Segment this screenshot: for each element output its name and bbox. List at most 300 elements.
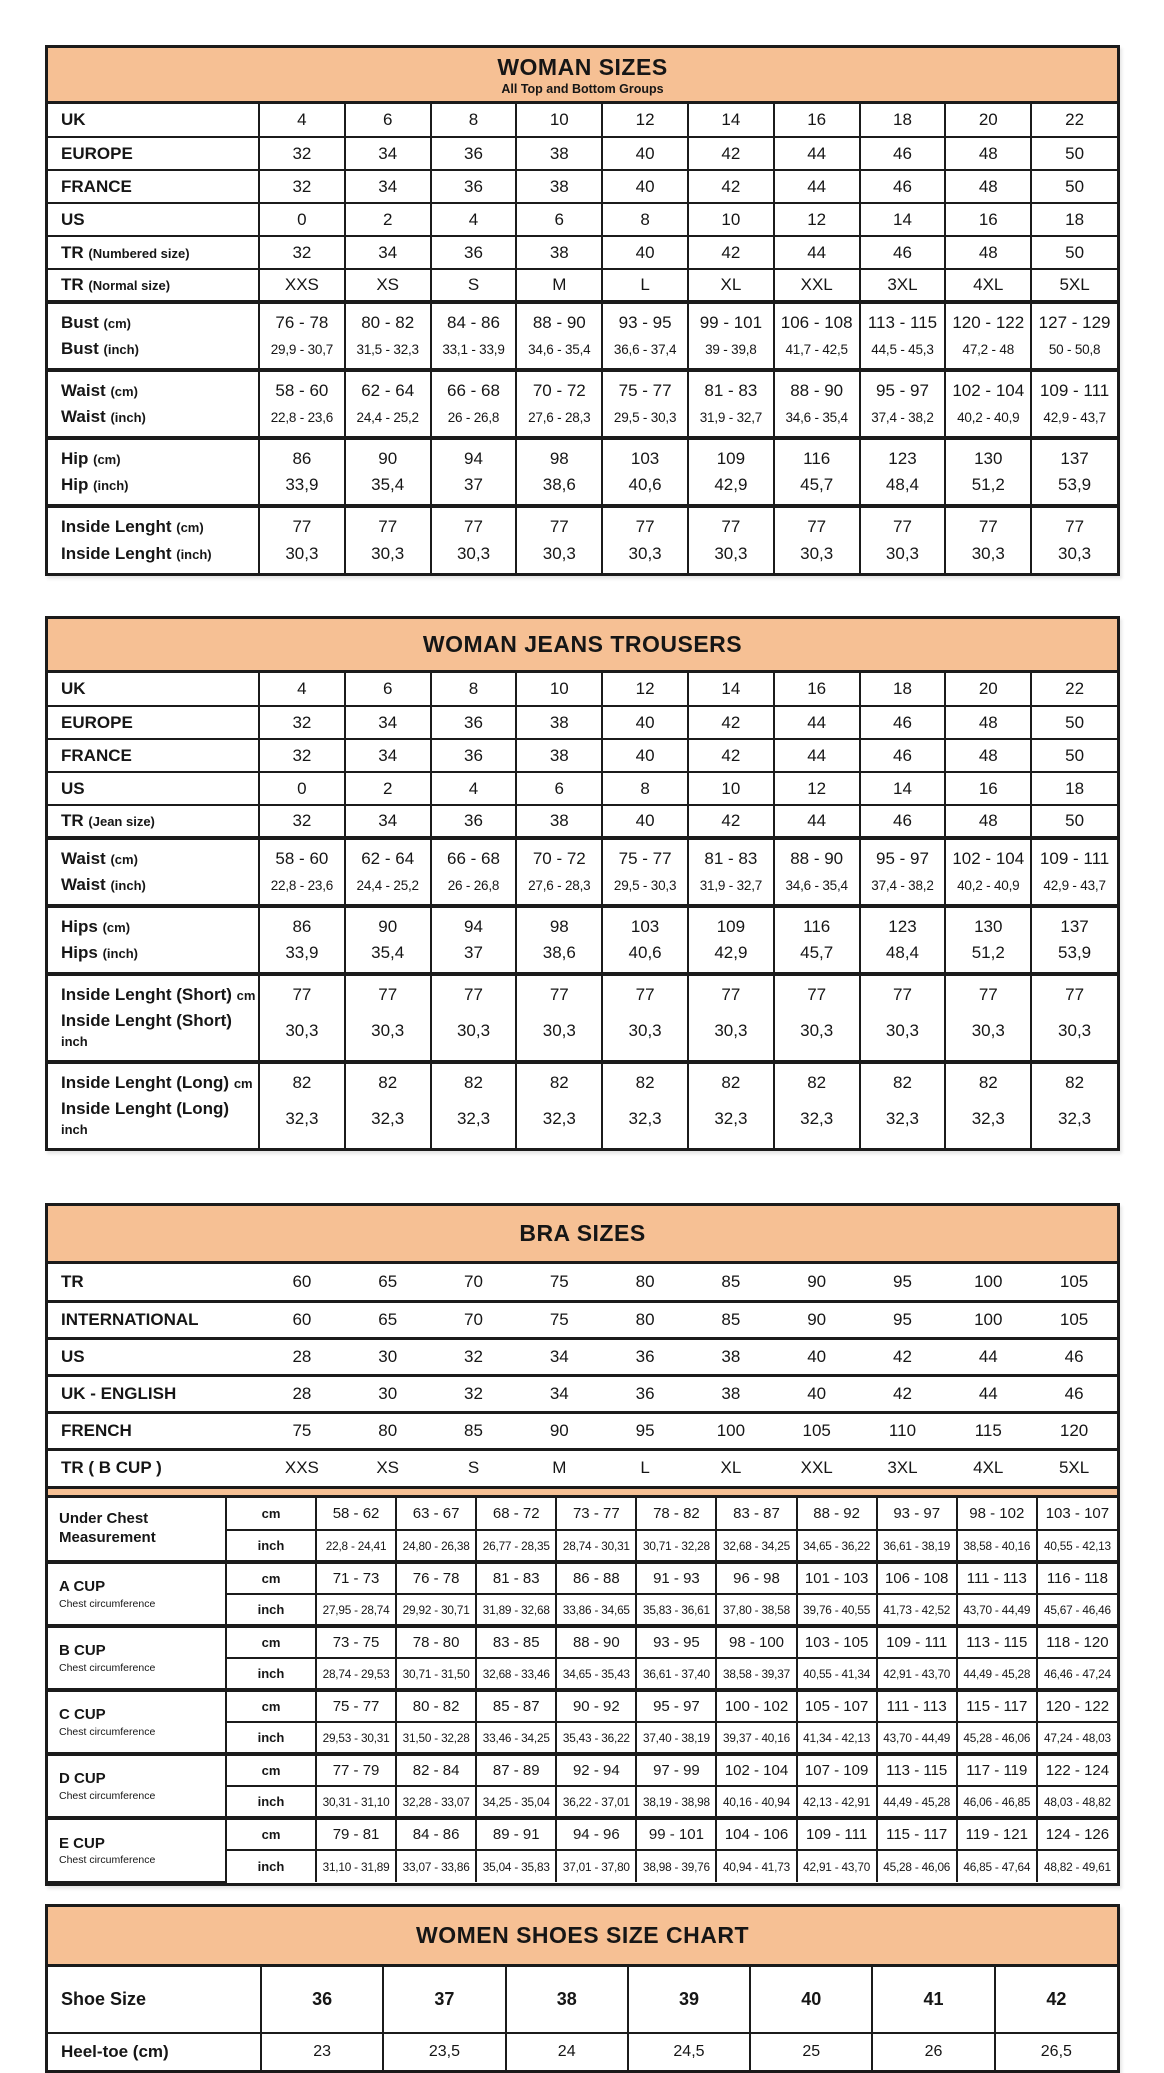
measurement-value-cell: 24,80 - 26,38 xyxy=(396,1530,476,1562)
size-value-cell: 30,3 xyxy=(945,540,1031,573)
unit-label: cm xyxy=(226,1498,316,1530)
size-value-cell: 5XL xyxy=(1031,269,1117,302)
size-value-cell: 40,6 xyxy=(602,472,688,506)
size-value-cell: 4 xyxy=(431,772,517,805)
size-value-cell: 0 xyxy=(259,772,345,805)
size-value-cell: 40 xyxy=(602,805,688,838)
size-value-cell: 109 - 111 xyxy=(1031,838,1117,872)
measurement-value-cell: 27,95 - 28,74 xyxy=(316,1594,396,1626)
size-value-cell: 105 xyxy=(774,1412,860,1449)
row-label-note: cm xyxy=(233,1076,253,1091)
size-value-cell: 40 xyxy=(602,706,688,739)
measurement-value-cell: 47,24 - 48,03 xyxy=(1037,1722,1117,1754)
size-value-cell: 77 xyxy=(259,974,345,1008)
measurement-value-cell: 98 - 100 xyxy=(716,1626,796,1658)
measurement-value-cell: 104 - 106 xyxy=(716,1818,796,1850)
row-label-note: (cm) xyxy=(176,520,204,535)
bra-sizes-header xyxy=(48,1206,1117,1264)
table-row xyxy=(48,336,1117,370)
size-value-cell: 22 xyxy=(1031,673,1117,706)
size-value-cell: 86 xyxy=(259,438,345,472)
size-value-cell: 3XL xyxy=(860,1449,946,1486)
size-value-cell: 85 xyxy=(431,1412,517,1449)
size-value-cell: 77 xyxy=(945,506,1031,540)
size-value-cell: 30,3 xyxy=(945,1008,1031,1062)
table-subtitle: All Top and Bottom Groups xyxy=(501,82,664,96)
size-value-cell: 80 xyxy=(602,1264,688,1301)
size-value-cell: 46 xyxy=(1031,1375,1117,1412)
size-value-cell: 100 xyxy=(688,1412,774,1449)
size-value-cell: 37,4 - 38,2 xyxy=(860,872,946,906)
size-value-cell: S xyxy=(431,1449,517,1486)
size-value-cell: 10 xyxy=(516,673,602,706)
measurement-row xyxy=(48,1562,1117,1594)
size-value-cell: 32,3 xyxy=(345,1096,431,1148)
size-value-cell: 85 xyxy=(688,1264,774,1301)
measurement-value-cell: 39,76 - 40,55 xyxy=(797,1594,877,1626)
group-sublabel-text: Chest circumference xyxy=(59,1725,156,1738)
size-value-cell: 30,3 xyxy=(345,1008,431,1062)
row-label-note: (Normal size) xyxy=(88,278,171,293)
row-label-note: (inch) xyxy=(110,410,146,425)
size-value-cell: 77 xyxy=(345,974,431,1008)
unit-label: cm xyxy=(226,1562,316,1594)
size-value-cell: 36 xyxy=(602,1375,688,1412)
measurement-value-cell: 28,74 - 29,53 xyxy=(316,1658,396,1690)
measurement-value-cell: 113 - 115 xyxy=(877,1754,957,1786)
table-row xyxy=(48,236,1117,269)
size-value-cell: 48,4 xyxy=(860,472,946,506)
measurement-value-cell: 80 - 82 xyxy=(396,1690,476,1722)
unit-label: inch xyxy=(226,1658,316,1690)
row-label-text: EUROPE xyxy=(61,712,133,732)
size-value-cell: 39 - 39,8 xyxy=(688,336,774,370)
size-value-cell: 81 - 83 xyxy=(688,838,774,872)
size-value-cell: 77 xyxy=(516,506,602,540)
size-value-cell: 77 xyxy=(774,974,860,1008)
size-value-cell: 120 xyxy=(1031,1412,1117,1449)
measurement-value-cell: 83 - 87 xyxy=(716,1498,796,1530)
measurement-value-cell: 45,28 - 46,06 xyxy=(957,1722,1037,1754)
size-value-cell: 116 xyxy=(774,438,860,472)
row-label-note: (inch) xyxy=(110,878,146,893)
bra-measurement-grid xyxy=(48,1498,1117,1883)
row-label xyxy=(48,673,259,706)
row-label-text: UK xyxy=(61,679,86,698)
table-row xyxy=(48,1375,1117,1412)
row-label-text: Inside Lenght xyxy=(61,517,172,536)
row-label-note: (cm) xyxy=(110,384,138,399)
size-value-cell: 26,5 xyxy=(995,2033,1117,2070)
measurement-value-cell: 95 - 97 xyxy=(636,1690,716,1722)
size-value-cell: XXL xyxy=(774,1449,860,1486)
size-value-cell: 44 xyxy=(774,805,860,838)
size-value-cell: 48 xyxy=(945,137,1031,170)
size-value-cell: 77 xyxy=(945,974,1031,1008)
table-row xyxy=(48,974,1117,1008)
table-row xyxy=(48,1967,1117,2033)
measurement-value-cell: 37,80 - 38,58 xyxy=(716,1594,796,1626)
size-value-cell: 30,3 xyxy=(259,1008,345,1062)
row-label-text: Waist xyxy=(61,849,106,868)
woman-jeans-table xyxy=(45,616,1120,1151)
size-value-cell: 70 xyxy=(431,1301,517,1338)
size-value-cell: 4 xyxy=(431,203,517,236)
size-value-cell: 95 - 97 xyxy=(860,370,946,404)
size-value-cell: 109 xyxy=(688,438,774,472)
size-value-cell: XL xyxy=(688,269,774,302)
size-value-cell: 38 xyxy=(516,805,602,838)
row-label-text: Hip xyxy=(61,475,89,494)
row-label xyxy=(48,1967,261,2033)
row-label-text: Bust xyxy=(61,313,99,332)
spacer xyxy=(45,1886,1120,1904)
measurement-value-cell: 38,58 - 39,37 xyxy=(716,1658,796,1690)
size-value-cell: 16 xyxy=(945,772,1031,805)
size-value-cell: 44,5 - 45,3 xyxy=(860,336,946,370)
size-value-cell: 82 xyxy=(431,1062,517,1096)
size-value-cell: 38 xyxy=(688,1338,774,1375)
size-value-cell: 34,6 - 35,4 xyxy=(774,404,860,438)
unit-label: inch xyxy=(226,1594,316,1626)
size-value-cell: 34 xyxy=(516,1338,602,1375)
row-label-note: inch xyxy=(61,1034,88,1049)
size-value-cell: 44 xyxy=(945,1375,1031,1412)
measurement-value-cell: 35,83 - 36,61 xyxy=(636,1594,716,1626)
measurement-value-cell: 73 - 77 xyxy=(556,1498,636,1530)
size-value-cell: 42,9 xyxy=(688,472,774,506)
size-value-cell: 40 xyxy=(750,1967,872,2033)
measurement-value-cell: 42,13 - 42,91 xyxy=(797,1786,877,1818)
measurement-value-cell: 96 - 98 xyxy=(716,1562,796,1594)
size-value-cell: 32 xyxy=(431,1375,517,1412)
shoes-grid xyxy=(48,1967,1117,2070)
size-value-cell: 10 xyxy=(688,203,774,236)
size-value-cell: 80 xyxy=(345,1412,431,1449)
size-value-cell: 30,3 xyxy=(345,540,431,573)
size-value-cell: 37 xyxy=(431,940,517,974)
measurement-value-cell: 37,40 - 38,19 xyxy=(636,1722,716,1754)
size-value-cell: 12 xyxy=(602,104,688,137)
row-label xyxy=(48,2033,261,2070)
size-value-cell: 77 xyxy=(431,974,517,1008)
table-row xyxy=(48,170,1117,203)
size-value-cell: 32 xyxy=(259,706,345,739)
unit-label: inch xyxy=(226,1530,316,1562)
measurement-value-cell: 34,25 - 35,04 xyxy=(476,1786,556,1818)
row-label-note: cm xyxy=(236,988,256,1003)
size-value-cell: 81 - 83 xyxy=(688,370,774,404)
size-value-cell: 26 - 26,8 xyxy=(431,404,517,438)
table-row xyxy=(48,1301,1117,1338)
size-value-cell: 46 xyxy=(860,236,946,269)
measurement-value-cell: 40,55 - 42,13 xyxy=(1037,1530,1117,1562)
row-label-text: Waist xyxy=(61,875,106,894)
size-value-cell: 34 xyxy=(516,1375,602,1412)
row-label xyxy=(48,269,259,302)
table-row xyxy=(48,1096,1117,1148)
measurement-value-cell: 40,16 - 40,94 xyxy=(716,1786,796,1818)
measurement-row xyxy=(48,1690,1117,1722)
size-value-cell: 4XL xyxy=(945,1449,1031,1486)
measurement-value-cell: 115 - 117 xyxy=(957,1690,1037,1722)
size-value-cell: 30,3 xyxy=(602,1008,688,1062)
size-value-cell: 98 xyxy=(516,438,602,472)
measurement-value-cell: 26,77 - 28,35 xyxy=(476,1530,556,1562)
size-value-cell: 26 - 26,8 xyxy=(431,872,517,906)
size-value-cell: S xyxy=(431,269,517,302)
size-value-cell: 130 xyxy=(945,438,1031,472)
measurement-value-cell: 48,82 - 49,61 xyxy=(1037,1850,1117,1882)
group-sublabel-text: Chest circumference xyxy=(59,1854,156,1867)
group-sublabel-text: Chest circumference xyxy=(59,1661,156,1674)
size-value-cell: 82 xyxy=(516,1062,602,1096)
row-label-text: Inside Lenght xyxy=(61,543,172,563)
size-value-cell: 36 xyxy=(431,706,517,739)
size-value-cell: 38 xyxy=(688,1375,774,1412)
measurement-value-cell: 78 - 82 xyxy=(636,1498,716,1530)
row-label-text: Bust xyxy=(61,339,99,358)
size-value-cell: 36,6 - 37,4 xyxy=(602,336,688,370)
table-row xyxy=(48,302,1117,336)
measurement-value-cell: 79 - 81 xyxy=(316,1818,396,1850)
size-value-cell: XXS xyxy=(259,1449,345,1486)
size-value-cell: 86 xyxy=(259,906,345,940)
size-value-cell: 95 xyxy=(602,1412,688,1449)
table-row xyxy=(48,1264,1117,1301)
size-value-cell: 110 xyxy=(860,1412,946,1449)
size-value-cell: 40 xyxy=(774,1338,860,1375)
size-value-cell: 12 xyxy=(602,673,688,706)
size-value-cell: 34,6 - 35,4 xyxy=(774,872,860,906)
table-row xyxy=(48,506,1117,540)
size-value-cell: 29,9 - 30,7 xyxy=(259,336,345,370)
table-row xyxy=(48,739,1117,772)
size-value-cell: 36 xyxy=(431,137,517,170)
size-value-cell: 90 xyxy=(516,1412,602,1449)
size-value-cell: 46 xyxy=(860,706,946,739)
measurement-value-cell: 43,70 - 44,49 xyxy=(957,1594,1037,1626)
woman-sizes-table xyxy=(45,45,1120,576)
size-value-cell: 82 xyxy=(688,1062,774,1096)
measurement-value-cell: 94 - 96 xyxy=(556,1818,636,1850)
size-value-cell: 51,2 xyxy=(945,472,1031,506)
size-value-cell: 8 xyxy=(431,104,517,137)
size-value-cell: 34 xyxy=(345,706,431,739)
size-value-cell: 30 xyxy=(345,1375,431,1412)
size-value-cell: 120 - 122 xyxy=(945,302,1031,336)
size-value-cell: XS xyxy=(345,1449,431,1486)
size-value-cell: 36 xyxy=(431,170,517,203)
row-label xyxy=(48,739,259,772)
size-value-cell: 82 xyxy=(860,1062,946,1096)
measurement-value-cell: 45,28 - 46,06 xyxy=(877,1850,957,1882)
unit-label: inch xyxy=(226,1786,316,1818)
size-value-cell: 60 xyxy=(259,1301,345,1338)
size-value-cell: 66 - 68 xyxy=(431,838,517,872)
measurement-value-cell: 43,70 - 44,49 xyxy=(877,1722,957,1754)
size-value-cell: 80 xyxy=(602,1301,688,1338)
measurement-value-cell: 39,37 - 40,16 xyxy=(716,1722,796,1754)
size-value-cell: 34,6 - 35,4 xyxy=(516,336,602,370)
size-value-cell: 32,3 xyxy=(860,1096,946,1148)
table-row xyxy=(48,370,1117,404)
row-label-note: (inch) xyxy=(102,946,138,961)
size-value-cell: 30,3 xyxy=(431,540,517,573)
size-value-cell: 0 xyxy=(259,203,345,236)
size-value-cell: 16 xyxy=(774,673,860,706)
measurement-value-cell: 107 - 109 xyxy=(797,1754,877,1786)
size-value-cell: 88 - 90 xyxy=(774,838,860,872)
measurement-value-cell: 68 - 72 xyxy=(476,1498,556,1530)
unit-label: inch xyxy=(226,1722,316,1754)
size-value-cell: 8 xyxy=(602,203,688,236)
size-value-cell: 34 xyxy=(345,236,431,269)
table-row xyxy=(48,906,1117,940)
measurement-value-cell: 34,65 - 36,22 xyxy=(797,1530,877,1562)
row-label-text: FRENCH xyxy=(61,1420,132,1440)
size-value-cell: 84 - 86 xyxy=(431,302,517,336)
size-value-cell: 46 xyxy=(860,739,946,772)
measurement-row xyxy=(48,1818,1117,1850)
measurement-value-cell: 34,65 - 35,43 xyxy=(556,1658,636,1690)
size-value-cell: 103 xyxy=(602,438,688,472)
woman-sizes-grid xyxy=(48,104,1117,573)
size-value-cell: 30,3 xyxy=(688,1008,774,1062)
size-value-cell: 40,6 xyxy=(602,940,688,974)
size-value-cell: 8 xyxy=(431,673,517,706)
size-value-cell: 14 xyxy=(860,772,946,805)
size-value-cell: 75 - 77 xyxy=(602,370,688,404)
table-title: BRA SIZES xyxy=(519,1220,646,1246)
row-label xyxy=(48,1375,259,1412)
row-label-text: UK - ENGLISH xyxy=(61,1383,177,1403)
row-label xyxy=(48,1338,259,1375)
size-value-cell: 30 xyxy=(345,1338,431,1375)
size-value-cell: 36 xyxy=(431,739,517,772)
size-value-cell: 30,3 xyxy=(259,540,345,573)
size-value-cell: 44 xyxy=(774,739,860,772)
table-row xyxy=(48,472,1117,506)
size-value-cell: 29,5 - 30,3 xyxy=(602,872,688,906)
measurement-value-cell: 97 - 99 xyxy=(636,1754,716,1786)
size-value-cell: 37 xyxy=(431,472,517,506)
size-value-cell: 40,2 - 40,9 xyxy=(945,404,1031,438)
size-value-cell: 100 xyxy=(945,1301,1031,1338)
row-label-text: TR xyxy=(61,811,84,830)
size-value-cell: 10 xyxy=(516,104,602,137)
group-sublabel-text: Chest circumference xyxy=(59,1597,156,1610)
size-value-cell: 8 xyxy=(602,772,688,805)
measurement-value-cell: 73 - 75 xyxy=(316,1626,396,1658)
bra-conversion-grid xyxy=(48,1264,1117,1486)
size-value-cell: 48,4 xyxy=(860,940,946,974)
measurement-value-cell: 111 - 113 xyxy=(957,1562,1037,1594)
size-value-cell: 94 xyxy=(431,438,517,472)
size-value-cell: 38 xyxy=(506,1967,628,2033)
measurement-value-cell: 116 - 118 xyxy=(1037,1562,1117,1594)
size-value-cell: 46 xyxy=(860,137,946,170)
size-value-cell: 50 xyxy=(1031,805,1117,838)
size-value-cell: 65 xyxy=(345,1264,431,1301)
size-value-cell: 32 xyxy=(259,236,345,269)
size-value-cell: 38 xyxy=(516,137,602,170)
group-label-text: C CUP xyxy=(59,1706,106,1724)
measurement-row xyxy=(48,1498,1117,1530)
size-value-cell: 40 xyxy=(774,1375,860,1412)
size-value-cell: 30,3 xyxy=(774,540,860,573)
measurement-value-cell: 119 - 121 xyxy=(957,1818,1037,1850)
size-value-cell: 82 xyxy=(774,1062,860,1096)
measurement-value-cell: 82 - 84 xyxy=(396,1754,476,1786)
size-value-cell: 22,8 - 23,6 xyxy=(259,872,345,906)
measurement-value-cell: 30,31 - 31,10 xyxy=(316,1786,396,1818)
size-value-cell: 93 - 95 xyxy=(602,302,688,336)
size-value-cell: 31,9 - 32,7 xyxy=(688,872,774,906)
row-label-text: TR xyxy=(61,242,84,262)
row-label-text: FRANCE xyxy=(61,745,132,765)
size-value-cell: 34 xyxy=(345,805,431,838)
size-value-cell: 90 xyxy=(774,1264,860,1301)
measurement-value-cell: 109 - 111 xyxy=(797,1818,877,1850)
row-label xyxy=(48,137,259,170)
size-value-cell: 6 xyxy=(345,104,431,137)
size-value-cell: 35,4 xyxy=(345,472,431,506)
size-value-cell: 20 xyxy=(945,673,1031,706)
size-value-cell: L xyxy=(602,1449,688,1486)
measurement-value-cell: 44,49 - 45,28 xyxy=(957,1658,1037,1690)
measurement-value-cell: 44,49 - 45,28 xyxy=(877,1786,957,1818)
table-row xyxy=(48,269,1117,302)
size-value-cell: 4 xyxy=(259,673,345,706)
size-value-cell: 80 - 82 xyxy=(345,302,431,336)
size-value-cell: 60 xyxy=(259,1264,345,1301)
measurement-value-cell: 63 - 67 xyxy=(396,1498,476,1530)
orange-divider xyxy=(48,1486,1117,1498)
size-value-cell: 77 xyxy=(860,506,946,540)
row-label xyxy=(48,772,259,805)
size-value-cell: 82 xyxy=(259,1062,345,1096)
measurement-value-cell: 30,71 - 31,50 xyxy=(396,1658,476,1690)
size-value-cell: 53,9 xyxy=(1031,472,1117,506)
size-value-cell: 75 xyxy=(516,1264,602,1301)
size-value-cell: 32 xyxy=(259,805,345,838)
row-label xyxy=(48,940,259,974)
measurement-value-cell: 31,50 - 32,28 xyxy=(396,1722,476,1754)
size-value-cell: 28 xyxy=(259,1375,345,1412)
size-value-cell: 14 xyxy=(688,673,774,706)
table-title: WOMAN JEANS TROUSERS xyxy=(422,631,743,657)
unit-label: cm xyxy=(226,1754,316,1786)
measurement-value-cell: 37,01 - 37,80 xyxy=(556,1850,636,1882)
size-value-cell: 24,5 xyxy=(628,2033,750,2070)
row-label xyxy=(48,1301,259,1338)
measurement-value-cell: 38,19 - 38,98 xyxy=(636,1786,716,1818)
size-value-cell: 48 xyxy=(945,170,1031,203)
size-value-cell: 76 - 78 xyxy=(259,302,345,336)
size-value-cell: 38,6 xyxy=(516,940,602,974)
size-value-cell: 38 xyxy=(516,739,602,772)
table-row xyxy=(48,104,1117,137)
row-label-text: Inside Lenght (Short) xyxy=(61,1011,232,1030)
size-value-cell: 102 - 104 xyxy=(945,838,1031,872)
size-value-cell: 36 xyxy=(431,805,517,838)
size-value-cell: 44 xyxy=(774,236,860,269)
size-value-cell: 31,5 - 32,3 xyxy=(345,336,431,370)
size-value-cell: 98 xyxy=(516,906,602,940)
size-value-cell: 10 xyxy=(688,772,774,805)
size-value-cell: 70 - 72 xyxy=(516,838,602,872)
